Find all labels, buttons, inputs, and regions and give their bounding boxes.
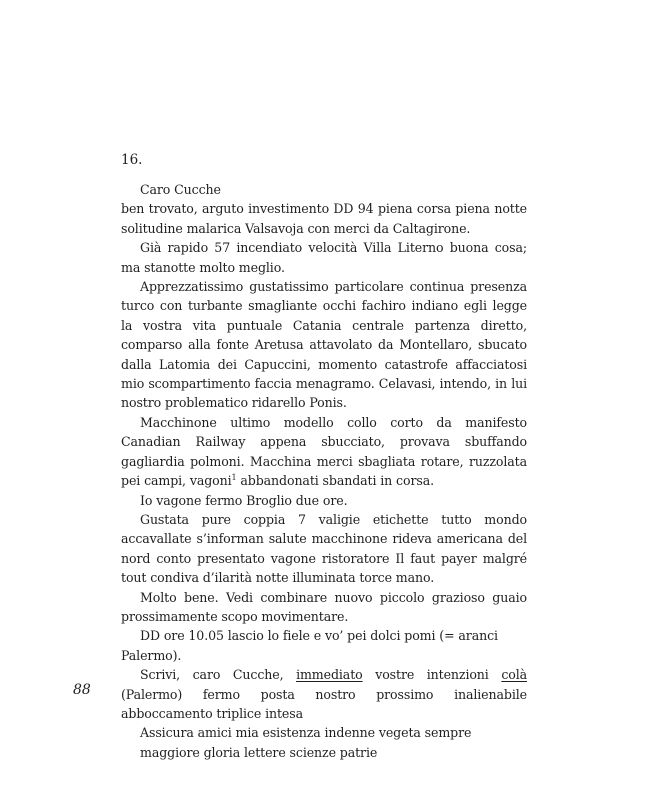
letter-number: 16.: [121, 152, 143, 168]
page-number: 88: [73, 682, 91, 698]
paragraph-9-text-c: (Palermo) fermo posta nostro prossimo inalienabile abboccamento triplice intesa: [121, 686, 527, 721]
paragraph-5: Io vagone fermo Broglio due ore.: [140, 492, 348, 508]
paragraph-6: Gustata pure coppia 7 valigie etichette tutto mondo accavallate s’informan salute macchinone rideva americana del nord conto presentato vagone ristoratore Il faut payer malgré tout condiva d’ilarità notte illuminata torce mano.: [121, 511, 527, 586]
paragraph-8: DD ore 10.05 lascio lo fiele e vo’ pei dolci pomi (= aranci Palermo).: [121, 628, 498, 663]
paragraph-7: Molto bene. Vedi combinare nuovo piccolo grazioso guaio prossimamente scopo movimentare.: [121, 589, 527, 624]
paragraph-1: ben trovato, arguto investimento DD 94 piena corsa piena notte solitudine malarica Valsavoja con merci da Caltagirone.: [121, 201, 527, 236]
paragraph-9-text-a: Scrivi, caro Cucche,: [140, 667, 297, 683]
paragraph-9-text-b: vostre intenzioni: [362, 667, 502, 683]
underlined-word-immediato: immediato: [296, 667, 363, 683]
closing-line-1: Assicura amici mia esistenza indenne vegeta sempre: [140, 725, 472, 741]
paragraph-4-text-b: abbandonati sbandati in corsa.: [236, 473, 434, 489]
paragraph-10: [121, 723, 527, 762]
letter-body: [121, 180, 527, 762]
underlined-word-cola: colà: [501, 667, 528, 683]
closing-line-2: maggiore gloria lettere scienze patrie: [140, 744, 378, 760]
footnote-marker: 1: [231, 472, 237, 482]
paragraph-2: Già rapido 57 incendiato velocità Villa Literno buona cosa; ma stanotte molto meglio.: [121, 240, 527, 275]
paragraph-4-text-a: Macchinone ultimo modello collo corto da manifesto Canadian Railway appena sbucciato, provava sbuffando gagliardia polmoni. Macchina merci sbagliata rotare, ruzzolata pei campi, vagoni: [121, 414, 527, 489]
paragraph-3: Apprezzatissimo gustatissimo particolare continua presenza turco con turbante smagliante occhi fachiro indiano egli legge la vostra vita puntuale Catania centrale partenza diretto, comparso alla fonte Aretusa attavolato da Montellaro, sbucato dalla Latomia dei Capuccini, momento catastrofe affacciatosi mio scompartimento faccia menagramo. Celavasi, intendo, in lui nostro problematico ridarello Ponis.: [121, 279, 527, 411]
paragraph-9: [121, 665, 527, 723]
paragraph-4: [121, 413, 527, 491]
greeting: Caro Cucche: [140, 182, 221, 197]
